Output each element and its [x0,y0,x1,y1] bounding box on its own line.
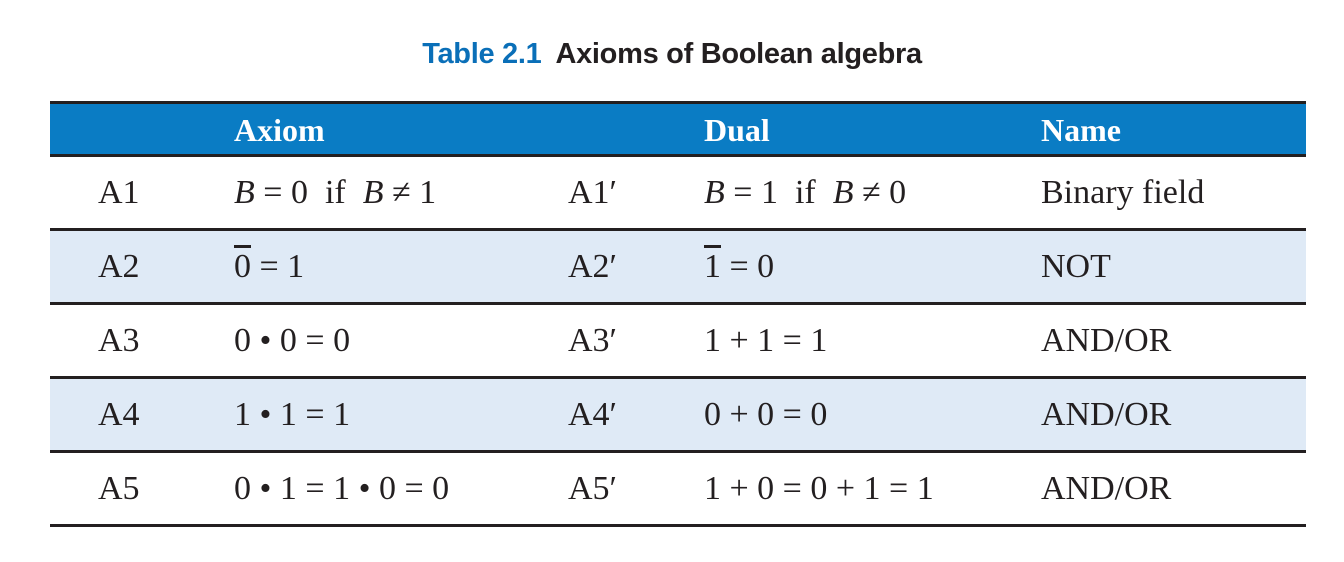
dual-expression: B = 1 if B ≠ 0 [704,174,907,211]
header-name: Name [1041,112,1121,148]
axiom-name: AND/OR [1041,396,1172,433]
axiom-expression [234,231,304,303]
axiom-id: A5 [98,470,140,507]
axioms-table [50,101,1306,527]
axiom-name: AND/OR [1041,322,1172,359]
table-caption [0,34,1344,74]
dual-id: A3′ [568,322,617,359]
dual-id: A2′ [568,248,617,285]
axiom-expression: 0 • 1 = 1 • 0 = 0 [234,470,450,507]
axiom-name: NOT [1041,248,1111,285]
complement-operand: 0 [234,248,251,285]
axiom-id: A3 [98,322,140,359]
table-row [50,379,1306,453]
header-dual: Dual [704,112,770,148]
expression-rest: = 1 [251,248,305,285]
axiom-id: A2 [98,248,140,285]
dual-expression [704,231,774,303]
axiom-name: Binary field [1041,174,1205,211]
table-row [50,231,1306,305]
table-number: Table 2.1 [422,38,542,70]
dual-expression: 1 + 1 = 1 [704,322,828,359]
table-header-row [50,101,1306,157]
axiom-id: A4 [98,396,140,433]
axiom-expression: B = 0 if B ≠ 1 [234,174,437,211]
table-row [50,305,1306,379]
complement-operand: 1 [704,248,721,285]
dual-expression: 1 + 0 = 0 + 1 = 1 [704,470,934,507]
table-title: Axioms of Boolean algebra [555,38,922,70]
table-row [50,453,1306,527]
table-row [50,157,1306,231]
dual-id: A5′ [568,470,617,507]
expression-rest: = 0 [721,248,775,285]
axiom-id: A1 [98,174,140,211]
axiom-expression: 0 • 0 = 0 [234,322,351,359]
axiom-name: AND/OR [1041,470,1172,507]
axiom-expression: 1 • 1 = 1 [234,396,351,433]
dual-expression: 0 + 0 = 0 [704,396,828,433]
header-axiom: Axiom [234,112,325,148]
dual-id: A4′ [568,396,617,433]
dual-id: A1′ [568,174,617,211]
